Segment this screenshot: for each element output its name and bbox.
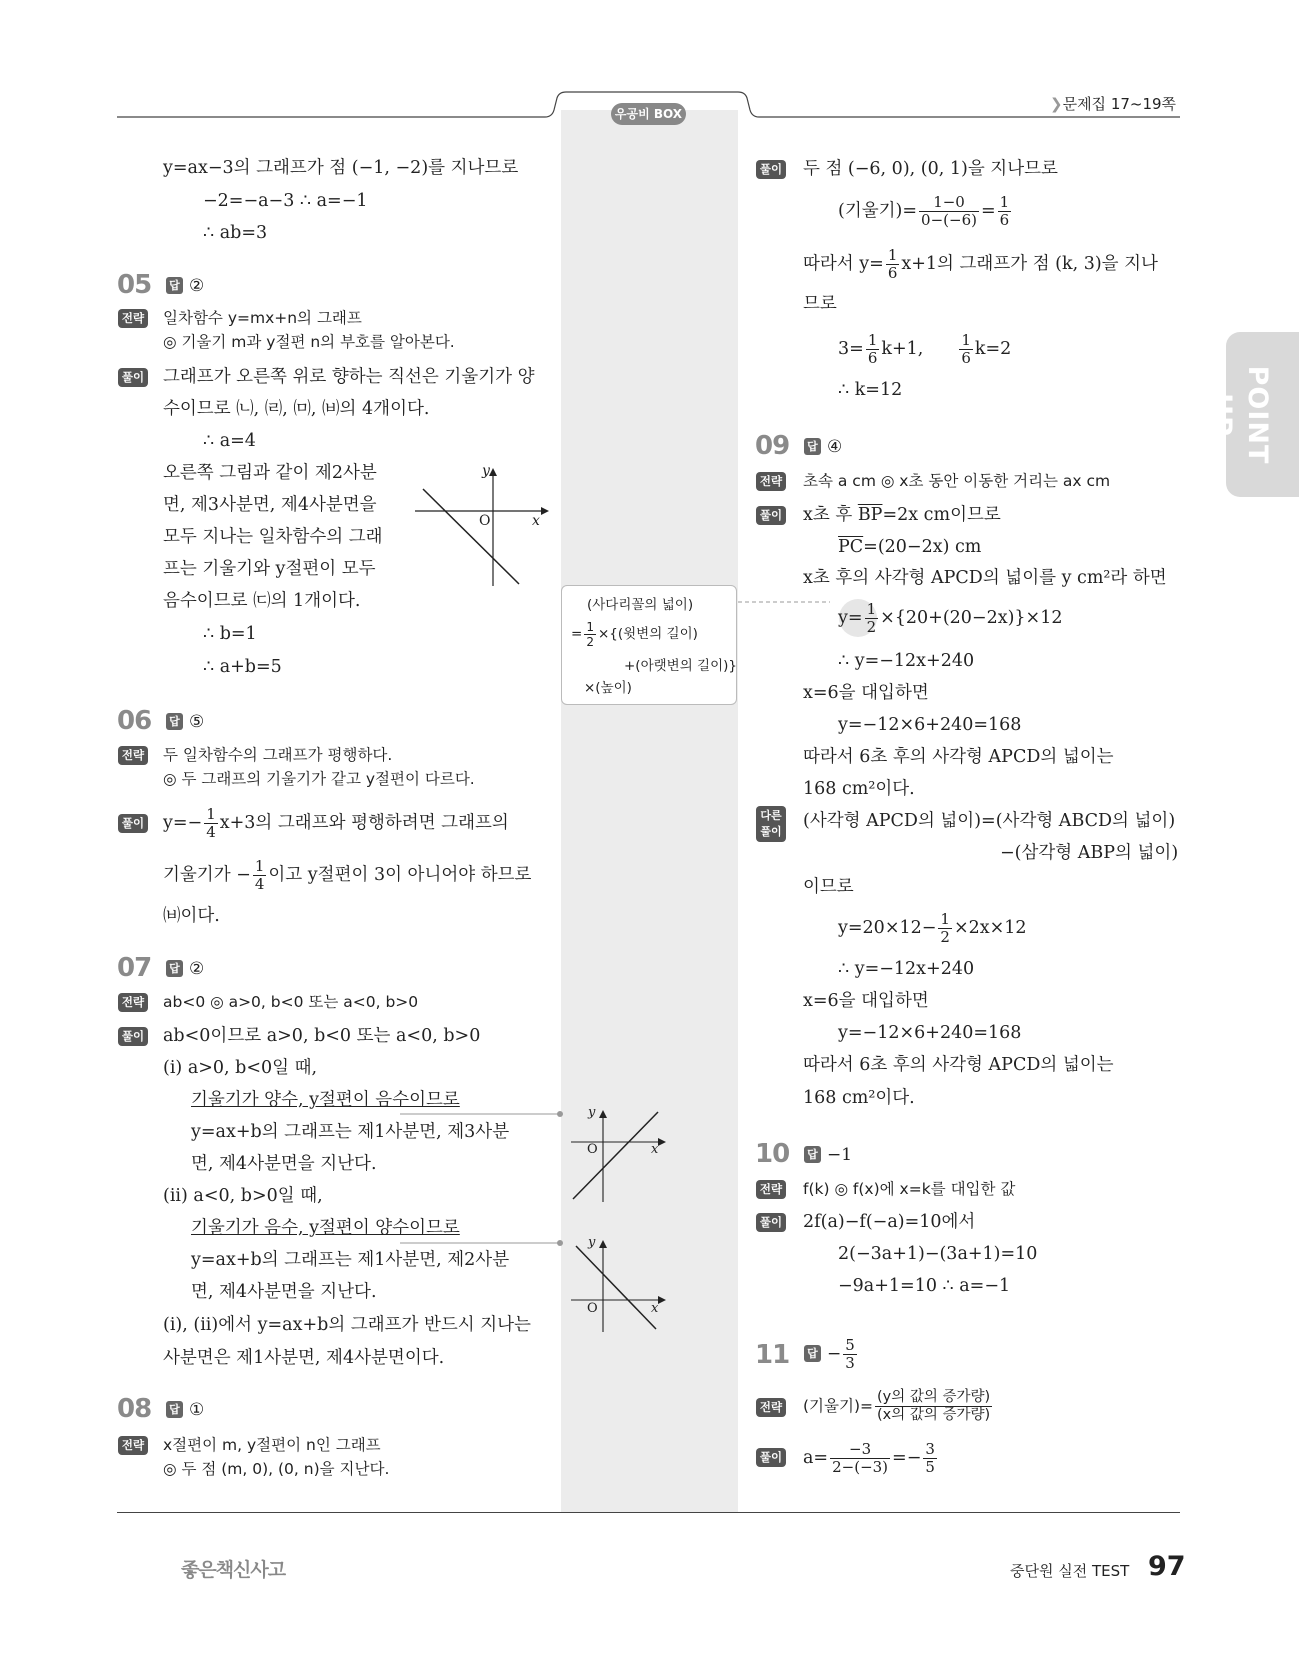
sol-10-2: 2(−3a+1)−(3a+1)=10: [838, 1244, 1038, 1264]
graph-05-origin-label: O: [479, 513, 491, 529]
sol-05-10: ∴ a+b=5: [203, 657, 282, 677]
left-cont-1: y=ax−3의 그래프가 점 (−1, −2)를 지나므로: [163, 158, 519, 178]
answer-07: 답 ②: [166, 957, 204, 981]
question-number-05: 05: [117, 270, 152, 300]
sol-09-5: ∴ y=−12x+240: [838, 651, 975, 671]
graph-05-y-label: y: [482, 463, 490, 479]
page-reference: ❯문제집 17~19쪽: [1050, 95, 1177, 113]
answer-label: 답: [804, 1146, 821, 1163]
left-cont-2: −2=−a−3 ∴ a=−1: [203, 191, 368, 211]
question-number-08: 08: [117, 1394, 152, 1424]
sol-05-4: 오른쪽 그림과 같이 제2사분: [163, 463, 377, 483]
side-tab-label: POINT UP: [1206, 365, 1273, 465]
note-line-4: ×(높이): [584, 680, 632, 696]
graph-07-2-o: O: [587, 1301, 598, 1316]
note-line-3: +(아랫변의 길이)}: [624, 658, 737, 674]
strategy-badge: 전략: [756, 1398, 786, 1417]
question-number-11: 11: [755, 1340, 790, 1370]
graph-07-1-x: x: [651, 1142, 659, 1157]
solution-badge: 풀이: [118, 814, 148, 833]
other-solution-badge: 다른 풀이: [756, 806, 786, 842]
other-09-5: ∴ y=−12x+240: [838, 959, 975, 979]
solution-badge: 풀이: [756, 160, 786, 179]
sol-07-11: 사분면은 제1사분면, 제4사분면이다.: [163, 1348, 445, 1368]
sol-09-6: x=6을 대입하면: [803, 683, 929, 703]
footer-rule: [117, 1512, 1180, 1513]
note-line-1: (사다리꼴의 넓이): [587, 597, 694, 613]
sol-09-1: x초 후 $\overline{BP}=2x$ cm이므로: [803, 505, 1001, 525]
sol-07-2: (i) a>0, b<0일 때,: [163, 1058, 318, 1078]
sol-07-4: y=ax+b의 그래프는 제1사분면, 제3사분: [191, 1122, 510, 1142]
graph-07-2-y: y: [588, 1235, 596, 1250]
sol-05-1: 그래프가 오른쪽 위로 향하는 직선은 기울기가 양: [163, 367, 535, 387]
sol-06-2: 기울기가 − $\frac{1}{4}$ 이고 y절편이 3이 아니어야 하므로: [163, 857, 532, 893]
sol-07-5: 면, 제4사분면을 지난다.: [191, 1154, 377, 1174]
strategy-08-line2: ◎ 두 점 (m, 0), (0, n)을 지난다.: [163, 1460, 390, 1478]
page-number: 97: [1148, 1551, 1186, 1582]
question-number-09: 09: [755, 431, 790, 461]
strategy-06-line1: 두 일차함수의 그래프가 평행하다.: [163, 746, 393, 764]
answer-08: 답 ①: [166, 1398, 204, 1422]
strategy-11: (기울기)= $\frac{\text{(y의 값의 증가량)}}{\text{(x의 값의 증가량)}}$: [803, 1389, 991, 1423]
solution-badge: 풀이: [118, 1027, 148, 1046]
sol-05-2: 수이므로 ㈁, ㈃, ㈄, ㈅의 4개이다.: [163, 399, 430, 419]
sol-08-3: 따라서 y= $\frac{1}{6}$ x+1의 그래프가 점 (k, 3)을 지나: [803, 246, 1158, 282]
graph-07-1-y: y: [588, 1105, 596, 1120]
other-09-4: y=20×12− $\frac{1}{2}$ ×2x×12: [838, 910, 1027, 946]
answer-label: 답: [166, 277, 183, 294]
sol-07-9: 면, 제4사분면을 지난다.: [191, 1282, 377, 1302]
strategy-10: f(k) ◎ f(x)에 x=k를 대입한 값: [803, 1180, 1016, 1198]
box-label: 우공비 BOX: [611, 103, 686, 125]
strategy-badge: 전략: [118, 746, 148, 765]
sol-05-6: 모두 지나는 일차함수의 그래: [163, 527, 383, 547]
sol-09-7: y=−12×6+240=168: [838, 715, 1022, 735]
graph-05-x-label: x: [532, 513, 540, 529]
sol-08-4: 므로: [803, 294, 837, 314]
sol-08-1: 두 점 (−6, 0), (0, 1)을 지나므로: [803, 159, 1058, 179]
sol-07-1: ab<0이므로 a>0, b<0 또는 a<0, b>0: [163, 1026, 481, 1046]
strategy-05-line1: 일차함수 y=mx+n의 그래프: [163, 309, 362, 327]
sol-07-7: 기울기가 음수, y절편이 양수이므로: [191, 1218, 460, 1238]
sol-09-9: 168 cm²이다.: [803, 779, 915, 799]
strategy-09: 초속 a cm ◎ x초 동안 이동한 거리는 ax cm: [803, 472, 1111, 490]
sol-09-4: y= $\frac{1}{2}$ ×{20+(20−2x)}×12: [838, 600, 1063, 636]
solution-badge: 풀이: [756, 1448, 786, 1467]
answer-label: 답: [166, 960, 183, 977]
sol-07-3: 기울기가 양수, y절편이 음수이므로: [191, 1090, 460, 1110]
answer-05: 답 ②: [166, 274, 204, 298]
solution-badge: 풀이: [756, 1213, 786, 1232]
sol-07-10: (i), (ii)에서 y=ax+b의 그래프가 반드시 지나는: [163, 1315, 531, 1335]
question-number-07: 07: [117, 953, 152, 983]
brand-logo: 좋은책신사고: [181, 1559, 286, 1581]
strategy-badge: 전략: [756, 472, 786, 491]
other-09-9: 168 cm²이다.: [803, 1088, 915, 1108]
sol-08-2: (기울기)= $\frac{1-0}{0-(-6)}$ = $\frac{1}{6}$: [838, 193, 1010, 229]
answer-10: 답 −1: [804, 1143, 852, 1167]
solution-badge: 풀이: [756, 506, 786, 525]
sol-08-6: ∴ k=12: [838, 380, 903, 400]
answer-09: 답 ④: [804, 435, 842, 459]
sol-11-1: a= $\frac{-3}{2-(-3)}$ =− $\frac{3}{5}$: [803, 1440, 935, 1476]
other-09-3: 이므로: [803, 877, 854, 897]
answer-11: 답 − $\frac{5}{3}$: [804, 1331, 859, 1377]
chevron-right-icon: ❯: [1050, 95, 1063, 113]
left-cont-3: ∴ ab=3: [203, 223, 268, 243]
sol-06-1: y=− $\frac{1}{4}$ x+3의 그래프와 평행하려면 그래프의: [163, 805, 509, 841]
answer-06: 답 ⑤: [166, 710, 204, 734]
sol-06-3: ㈅이다.: [163, 906, 220, 926]
strategy-badge: 전략: [118, 309, 148, 328]
strategy-07: ab<0 ◎ a>0, b<0 또는 a<0, b>0: [163, 993, 419, 1011]
strategy-06-line2: ◎ 두 그래프의 기울기가 같고 y절편이 다르다.: [163, 770, 475, 788]
other-09-2: −(삼각형 ABP의 넓이): [1000, 843, 1179, 863]
strategy-badge: 전략: [118, 993, 148, 1012]
answer-label: 답: [166, 713, 183, 730]
sol-05-3: ∴ a=4: [203, 431, 256, 451]
strategy-08-line1: x절편이 m, y절편이 n인 그래프: [163, 1436, 381, 1454]
graph-07-2-x: x: [651, 1301, 659, 1316]
strategy-05-line2: ◎ 기울기 m과 y절편 n의 부호를 알아본다.: [163, 333, 455, 351]
sol-08-5: 3= $\frac{1}{6}$ k+1, $\frac{1}{6}$ k=2: [838, 331, 1012, 367]
sol-05-8: 음수이므로 ㈂의 1개이다.: [163, 591, 361, 611]
sol-10-1: 2f(a)−f(−a)=10에서: [803, 1212, 976, 1232]
strategy-badge: 전략: [756, 1180, 786, 1199]
sol-07-6: (ii) a<0, b>0일 때,: [163, 1186, 323, 1206]
sol-09-3: x초 후의 사각형 APCD의 넓이를 y cm²라 하면: [803, 568, 1167, 588]
other-09-8: 따라서 6초 후의 사각형 APCD의 넓이는: [803, 1055, 1114, 1075]
question-number-10: 10: [755, 1139, 790, 1169]
answer-label: 답: [804, 438, 821, 455]
strategy-badge: 전략: [118, 1436, 148, 1455]
answer-label: 답: [166, 1401, 183, 1418]
question-number-06: 06: [117, 706, 152, 736]
other-09-6: x=6을 대입하면: [803, 991, 929, 1011]
solution-badge: 풀이: [118, 368, 148, 387]
other-09-7: y=−12×6+240=168: [838, 1023, 1022, 1043]
sol-05-5: 면, 제3사분면, 제4사분면을: [163, 495, 377, 515]
note-line-2: = $\frac{1}{2}$ ×{(윗변의 길이): [571, 619, 698, 649]
sol-05-9: ∴ b=1: [203, 624, 257, 644]
graph-07-1-o: O: [587, 1142, 598, 1157]
sol-10-3: −9a+1=10 ∴ a=−1: [838, 1276, 1011, 1296]
answer-label: 답: [804, 1345, 821, 1362]
footer-book-title: 중단원 실전 TEST: [1010, 1562, 1130, 1580]
sol-07-8: y=ax+b의 그래프는 제1사분면, 제2사분: [191, 1250, 510, 1270]
sol-09-2: $\overline{PC}=(20-2x)$ cm: [838, 537, 982, 557]
sol-05-7: 프는 기울기와 y절편이 모두: [163, 559, 376, 579]
other-09-1: (사각형 APCD의 넓이)=(사각형 ABCD의 넓이): [803, 811, 1176, 831]
sol-09-8: 따라서 6초 후의 사각형 APCD의 넓이는: [803, 747, 1114, 767]
